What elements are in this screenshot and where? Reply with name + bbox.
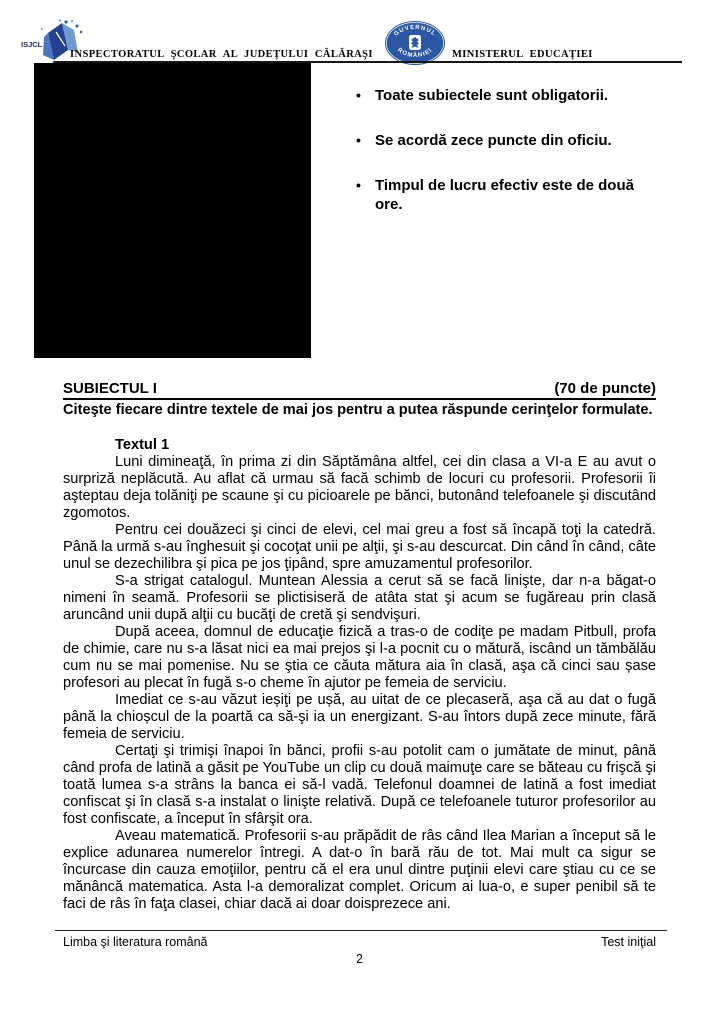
subject-title: SUBIECTUL I <box>63 380 157 397</box>
institution-name: INSPECTORATUL ŞCOLAR AL JUDEŢULUI CĂLĂRAŞI <box>70 49 373 60</box>
redacted-image-block <box>34 63 311 358</box>
footer <box>63 935 656 949</box>
instruction-text: Toate subiectele sunt obligatorii. <box>375 87 609 104</box>
page-number: 2 <box>356 952 363 966</box>
subject-instruction: Citeşte fiecare dintre textele de mai jos pentru a putea răspunde cerinţelor formulate. <box>63 402 653 418</box>
subject-points: (70 de puncte) <box>554 380 656 397</box>
text1-heading: Textul 1 <box>115 437 170 453</box>
instruction-text: Se acordă zece puncte din oficiu. <box>375 132 612 149</box>
paragraph: Pentru cei douăzeci şi cinci de elevi, cel mai greu a fost să încapă toţi la catedră. Până la urmă s-au înghesuit şi cocoţat unii pe alţii, şi s-au descurcat. Din când în când, câte unul se dezechilibra şi pica pe jos ţipând, spre amuzamentul profesorilor. <box>63 522 656 572</box>
footer-rule <box>55 930 667 931</box>
isjcl-logo-text: ISJCL <box>21 40 43 49</box>
paragraph: S-a strigat catalogul. Muntean Alessia a cerut să se facă linişte, dar n-a băgat-o nimeni în seamă. Profesorii se plictisiseră de atâta stat şi acum se fugăreau prin clasă aruncând unii după alţii cu bucăţi de cretă şi sendvişuri. <box>63 573 656 623</box>
list-item <box>356 86 664 105</box>
footer-subject-name: Limba şi literatura română <box>63 935 208 949</box>
paragraph: Aveau matematică. Profesorii s-au prăpădit de râs când Ilea Marian a început să le explice adunarea numerelor întregi. A dat-o în bară rău de tot. Mai mult ca sigur se încurcase din cauza emoţiilor, pentru că el era unul dintre puţinii elevi care ştiau cu ce se mănâncă matematica. Asta l-a demoralizat complet. Oricum ai lua-o, e super penibil să te faci de râs în faţa clasei, chiar dacă ai doar doisprezece ani. <box>63 828 656 912</box>
footer-test-name: Test iniţial <box>601 935 656 949</box>
list-item <box>356 176 664 214</box>
seal-text-bottom: ROMÂNIEI <box>396 47 434 60</box>
instruction-text: Timpul de lucru efectiv este de două ore. <box>375 177 634 213</box>
ministry-name: MINISTERUL EDUCAŢIEI <box>452 49 593 60</box>
paragraph: După aceea, domnul de educaţie fizică a tras-o de codiţe pe madam Pitbull, profa de chimie, care nu s-a lăsat nici ea mai prejos şi l-a pocnit cu o mătură, iscând un tămbălău cum nu se mai pomenise. Nu se ştia ce căuta mătura aia în clasă, aşa că cinci sau șase profesori au plecat în fugă s-o cheme în ajutor pe femeia de serviciu. <box>63 624 656 691</box>
paragraph: Certaţi şi trimişi înapoi în bănci, profii s-au potolit cam o jumătate de minut, până când profa de latină a găsit pe YouTube un clip cu două maimuţe care se băteau cu frişcă şi toată lumea s-a strâns la banca ei să-l vadă. Telefonul doamnei de latină a fost imediat confiscat şi în clasă s-a instalat o linişte relativă. După ce telefoanele tuturor profesorilor au fost confiscate, a început în sfârşit ora. <box>63 743 656 827</box>
paragraph: Luni dimineaţă, în prima zi din Săptămâna altfel, cei din clasa a VI-a E au avut o surpriză neplăcută. Au aflat că urmau să facă schimb de locuri cu profesorii. Profesorii îi aşteptau deja tolăniţi pe scaune şi cu picioarele pe bănci, butonând telefoanele şi discutând zgomotos. <box>63 454 656 521</box>
list-item <box>356 131 664 150</box>
guvernul-romaniei-seal-icon <box>384 20 446 66</box>
subject-heading <box>63 380 656 400</box>
bullet-icon: • <box>356 132 361 148</box>
paragraph: Imediat ce s-au văzut ieșiţi pe ușă, au uitat de ce plecaseră, aşa că au dat o fugă până la chioșcul de la poartă ca să-şi ia un energizant. S-au întors după zece minute, fără femeia de serviciu. <box>63 692 656 742</box>
bullet-icon: • <box>356 87 361 103</box>
bullet-icon: • <box>356 177 361 193</box>
exam-instructions-list <box>356 86 664 240</box>
text1-body <box>63 437 656 913</box>
seal-text-top: GUVERNUL <box>393 24 437 38</box>
